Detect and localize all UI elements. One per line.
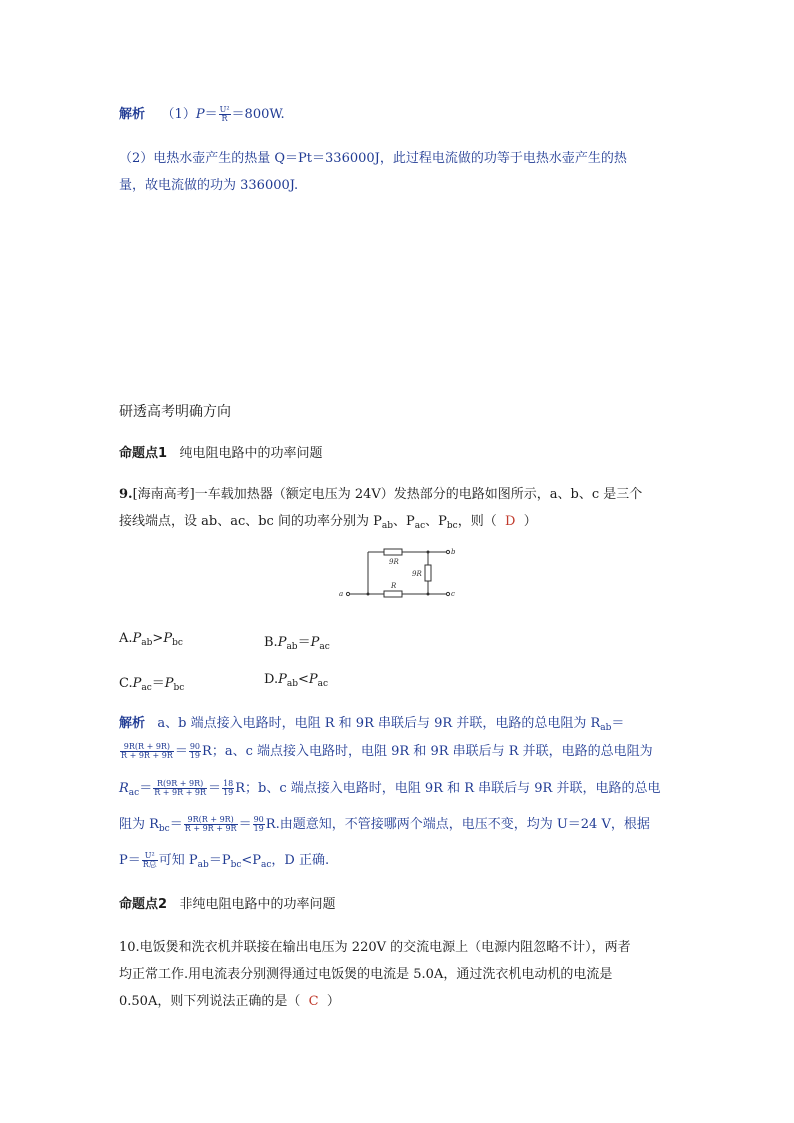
label-top: 9R xyxy=(389,558,399,566)
fraction-u2-r: $\frac{\text{U²}}{R}$ xyxy=(219,105,230,123)
terminal-b xyxy=(446,550,449,553)
q9-analysis-label: 解析 xyxy=(119,716,146,731)
resistor-9r-right xyxy=(425,565,431,581)
resistor-r-bottom xyxy=(384,591,402,597)
label-b: b xyxy=(451,548,456,556)
topic-1-title: 纯电阻电路中的功率问题 xyxy=(179,446,323,461)
topic-1-heading xyxy=(119,442,322,461)
q9-analysis-line2: $\frac{9R(R + 9R)}{R + 9R + 9R}$ ＝ $\frac{90}{19}$ R；a、c 端点接入电路时，电阻 9R 和 9R 串联后与 R 并联，电路的总电阻为 xyxy=(121,742,653,760)
question-10-line1: 10.电饭煲和洗衣机并联接在输出电压为 220V 的交流电源上（电源内阻忽略不计），两者 xyxy=(119,940,631,955)
analysis-1-line xyxy=(119,103,285,123)
q9-analysis-line5: P＝ $\frac{\text{U²}}{\text{R总}}$ 可知 $P_{ab}=P_{bc}<P_{ac}$，D 正确. xyxy=(119,851,330,870)
question-9-number: 9. xyxy=(119,487,133,502)
junction-dot xyxy=(427,551,430,554)
analysis-label: 解析 xyxy=(119,107,146,122)
terminal-a xyxy=(346,592,349,595)
option-c[interactable]: $C.P_{ac}=P_{bc}$ xyxy=(119,676,185,693)
topic-2-heading xyxy=(119,893,335,912)
circuit-diagram xyxy=(338,544,458,602)
option-d[interactable]: $D.P_{ab}<P_{ac}$ xyxy=(264,672,329,689)
q9-analysis-line3: $R_{ac}=$ $\frac{R(9R + 9R)}{R + 9R + 9R}$ ＝ $\frac{18}{19}$ R；b、c 端点接入电路时，电阻 9R 和 R 串联后与 9R 并联，电路的总电 xyxy=(119,779,661,798)
q9-analysis-line4: 阻为 $R_{bc}=$ $\frac{9R(R + 9R)}{R + 9R + 9R}$ ＝ $\frac{90}{19}$ R.由题意知，不管接哪两个端点，电压不变，均为 U＝24 V，根据 xyxy=(119,815,650,834)
topic-2-label: 命题点2 xyxy=(119,897,168,912)
section-title: 研透高考明确方向 xyxy=(119,404,231,420)
question-9-source: [海南高考] xyxy=(132,487,195,502)
label-a: a xyxy=(339,590,344,598)
label-right: 9R xyxy=(412,570,422,578)
terminal-c xyxy=(446,592,449,595)
part-number: （1） xyxy=(161,107,196,122)
q9-analysis-line1: 解析 a、b 端点接入电路时，电阻 R 和 9R 串联后与 9R 并联，电路的总电阻为 $R_{ab}=$ xyxy=(119,716,625,733)
junction-dot xyxy=(427,593,430,596)
analysis-2-line1: （2）电热水壶产生的热量 Q＝Pt＝336000J，此过程电流做的功等于电热水壶产生的热 xyxy=(119,151,627,166)
symbol-p: P xyxy=(195,107,205,122)
option-a[interactable]: $A.P_{ab}>P_{bc}$ xyxy=(119,631,183,648)
equals: ＝ xyxy=(204,107,218,122)
analysis-2-line2: 量，故电流做的功为 336000J. xyxy=(119,178,299,193)
resistor-9r-top xyxy=(384,549,402,555)
label-bottom: R xyxy=(391,582,397,590)
question-9-line2: 接线端点，设 ab、ac、bc 间的功率分别为 $P_{ab}$、$P_{ac}$、$P_{bc}$，则（ D ） xyxy=(119,514,537,531)
question-10-line3: 0.50A，则下列说法正确的是（ C ） xyxy=(119,994,340,1009)
option-b[interactable]: $B.P_{ab}=P_{ac}$ xyxy=(264,635,330,652)
junction-dot xyxy=(367,593,370,596)
question-10-answer: C xyxy=(308,994,319,1009)
power-result: ＝800W. xyxy=(231,107,285,122)
question-9-answer: D xyxy=(505,514,516,529)
question-9-text1: 一车载加热器（额定电压为 24V）发热部分的电路如图所示，a、b、c 是三个 xyxy=(194,487,643,502)
topic-2-title: 非纯电阻电路中的功率问题 xyxy=(179,897,336,912)
topic-1-label: 命题点1 xyxy=(119,446,168,461)
label-c: c xyxy=(451,590,455,598)
question-9-line1 xyxy=(119,483,642,502)
question-10-line2: 均正常工作.用电流表分别测得通过电饭煲的电流是 5.0A，通过洗衣机电动机的电流是 xyxy=(119,967,613,982)
